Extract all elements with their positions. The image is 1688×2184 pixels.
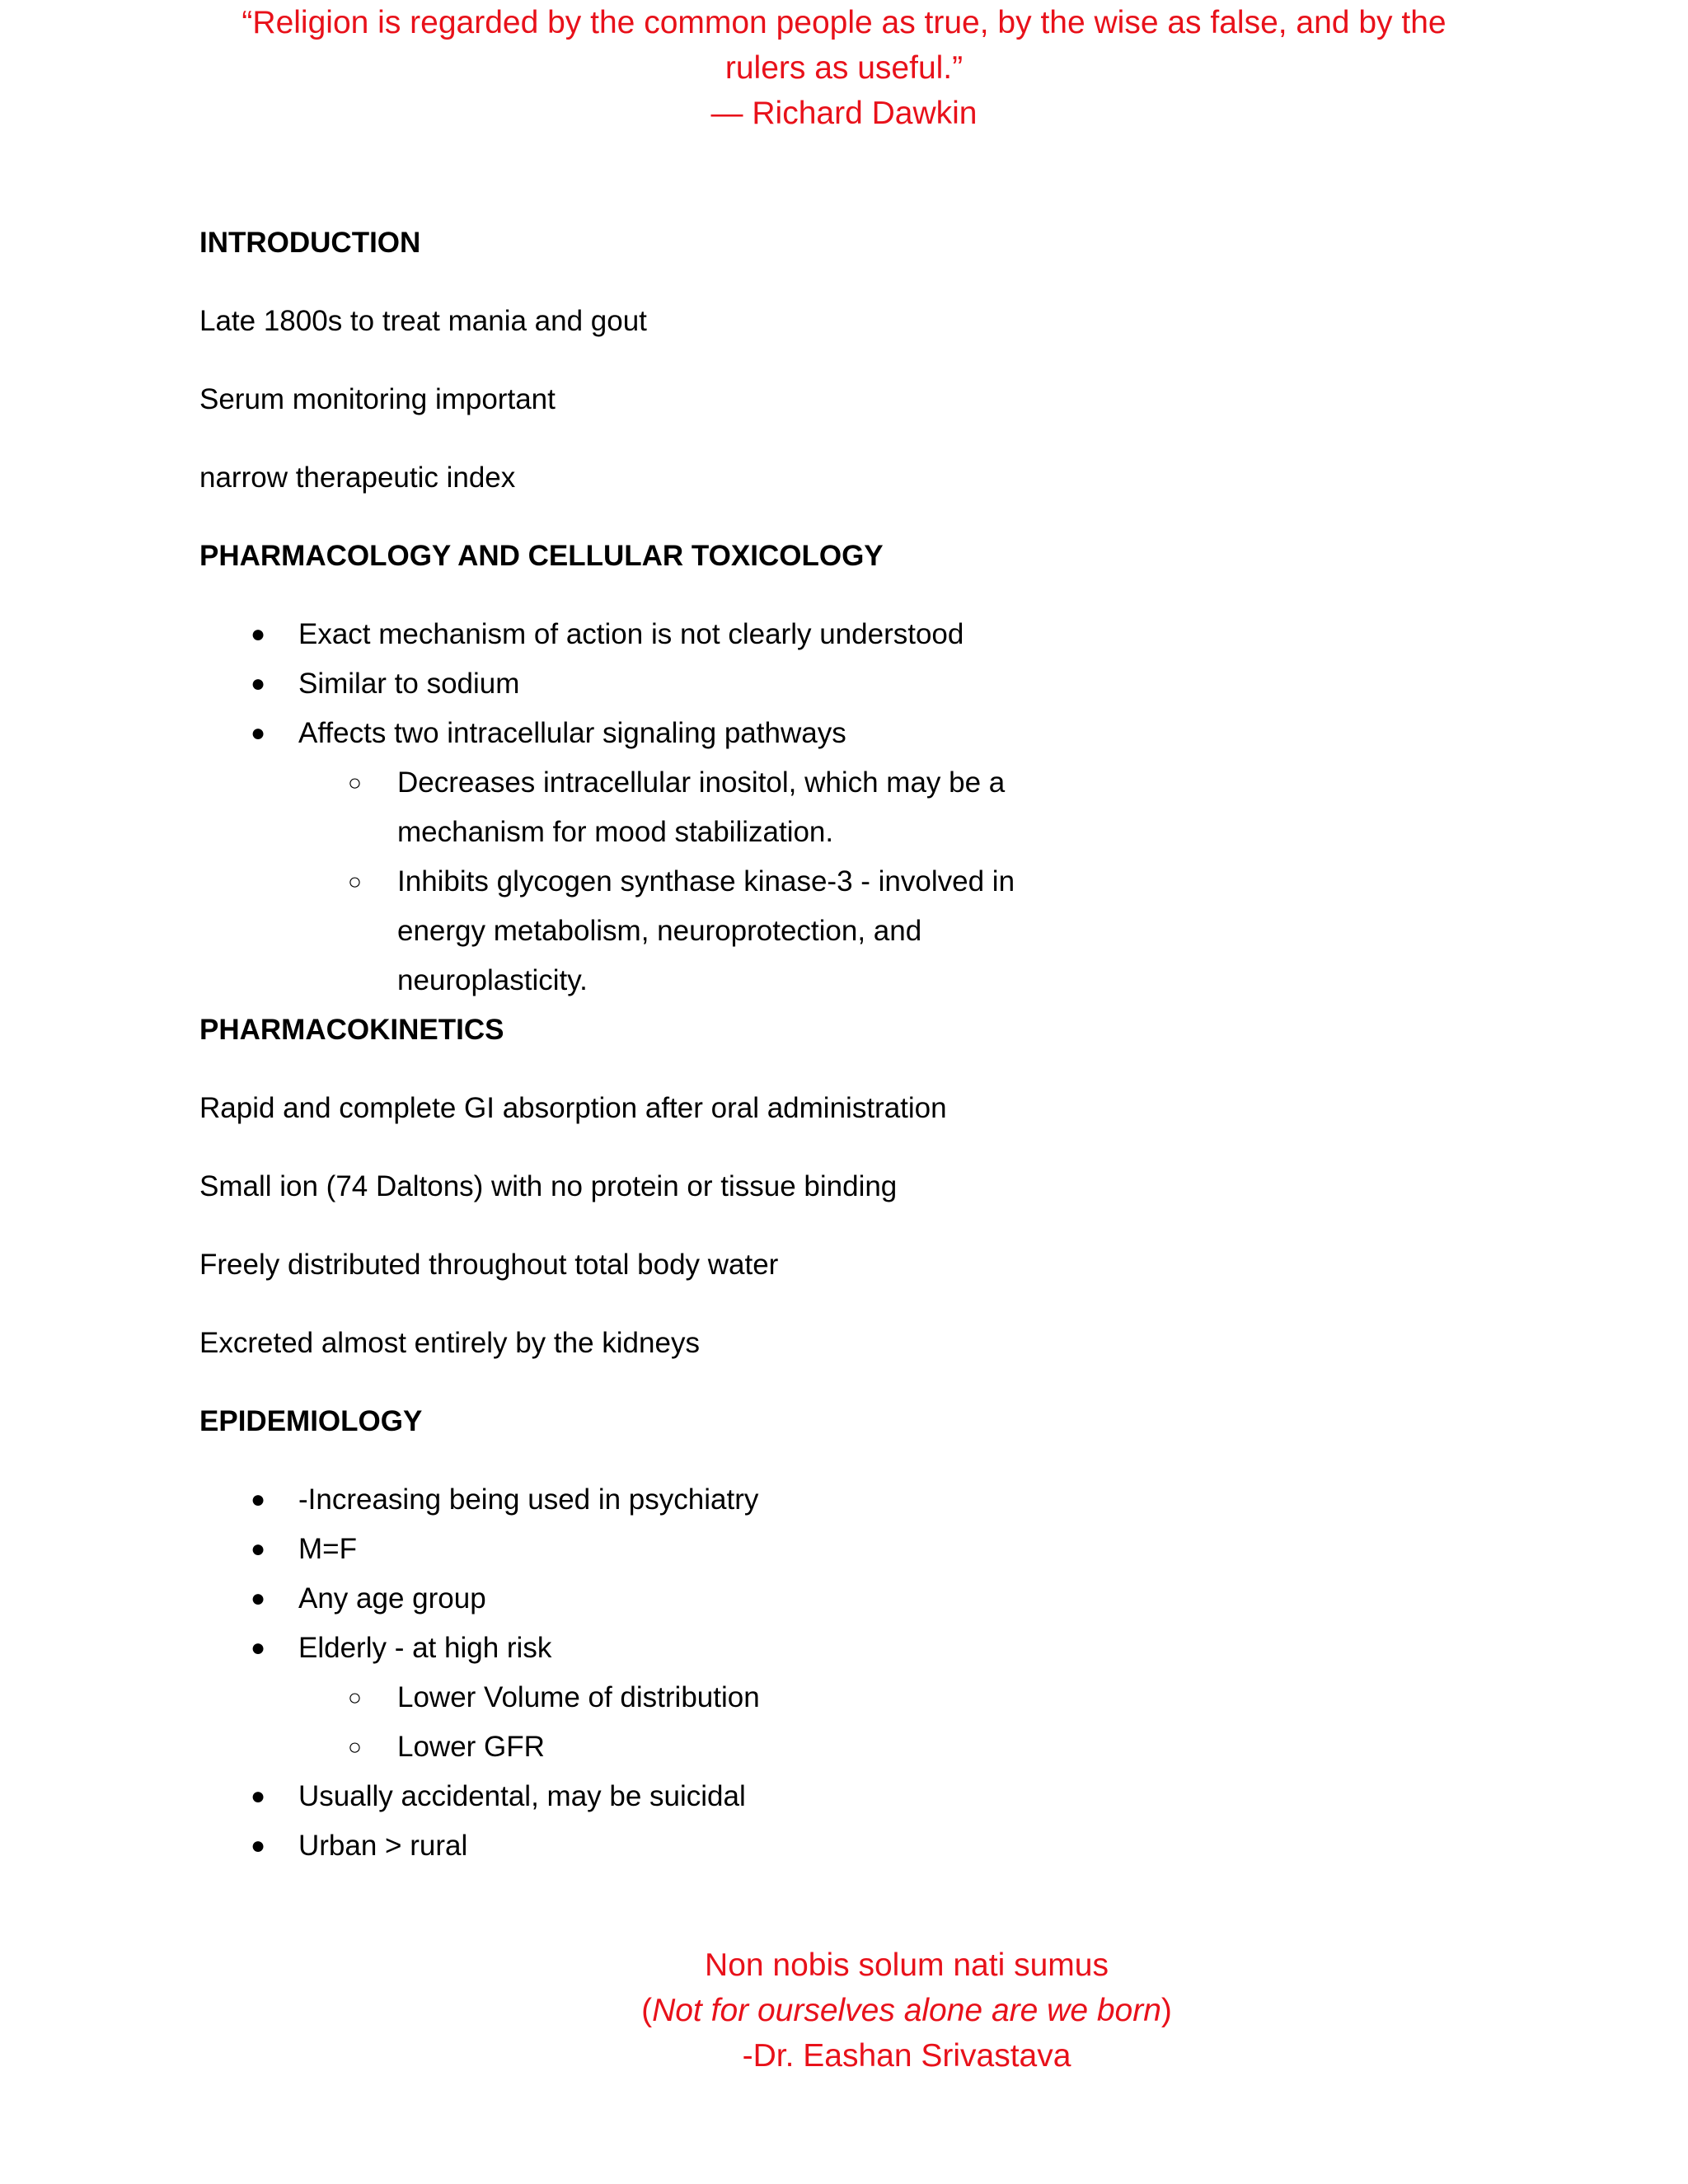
bullet-icon: ● <box>251 1832 266 1859</box>
footer-author: -Dr. Eashan Srivastava <box>742 2038 1071 2074</box>
header-quote-line1: “Religion is regarded by the common people as true, by the wise as false, and by the <box>241 5 1447 40</box>
document-body <box>199 218 1485 1871</box>
list-item-text: -Increasing being used in psychiatry <box>298 1483 759 1516</box>
list-item <box>199 659 1485 709</box>
sub-list-item-text: Lower Volume of distribution <box>397 1681 760 1713</box>
sub-list-item <box>199 1722 1485 1772</box>
introduction-paragraph: Late 1800s to treat mania and gout <box>199 305 647 337</box>
sub-bullet-icon: ○ <box>348 770 362 795</box>
sub-list-item-text: Lower GFR <box>397 1731 545 1763</box>
list-item-text: Elderly - at high risk <box>298 1632 552 1664</box>
epidemiology-heading: EPIDEMIOLOGY <box>199 1405 423 1437</box>
header-quote-line2: rulers as useful.” <box>724 50 964 86</box>
sub-bullet-icon: ○ <box>348 1685 362 1710</box>
introduction-paragraph: narrow therapeutic index <box>199 462 516 494</box>
list-item <box>199 709 1485 1005</box>
introduction-heading: INTRODUCTION <box>199 227 421 259</box>
list-item-text: Urban > rural <box>298 1830 468 1862</box>
sub-list-item-text: Inhibits glycogen synthase kinase-3 - involved in energy metabolism, neuroprotection, and neuroplasticity. <box>397 865 1015 996</box>
bullet-icon: ● <box>251 1783 266 1810</box>
bullet-icon: ● <box>251 719 266 747</box>
pharmacokinetics-heading: PHARMACOKINETICS <box>199 1014 504 1046</box>
epidemiology-bullet-list <box>199 1475 1485 1871</box>
sub-list-item <box>199 758 1485 857</box>
list-item <box>199 1624 1485 1772</box>
header-quote-attribution: — Richard Dawkin <box>710 96 978 131</box>
bullet-icon: ● <box>251 1585 266 1612</box>
list-item-text: Any age group <box>298 1582 486 1615</box>
bullet-icon: ● <box>251 1535 266 1563</box>
bullet-icon: ● <box>251 1634 266 1661</box>
list-item <box>199 1525 1485 1574</box>
list-item-text: M=F <box>298 1533 357 1565</box>
sub-list-item <box>199 857 1485 1005</box>
pharmacokinetics-paragraph: Small ion (74 Daltons) with no protein or tissue binding <box>199 1170 898 1202</box>
epidemiology-sub-list <box>298 1673 1485 1772</box>
introduction-paragraph: Serum monitoring important <box>199 383 556 415</box>
footer-latin-motto: Non nobis solum nati sumus <box>705 1947 1109 1983</box>
pharmacology-sub-list <box>298 758 1485 1005</box>
footer-quote <box>495 1943 1319 2079</box>
pharmacology-bullet-list <box>199 610 1485 1005</box>
list-item-text: Usually accidental, may be suicidal <box>298 1780 746 1812</box>
list-item <box>199 1574 1485 1624</box>
list-item-text: Exact mechanism of action is not clearly understood <box>298 618 964 650</box>
pharmacokinetics-paragraph: Freely distributed throughout total body water <box>199 1249 779 1281</box>
footer-open-paren: ( <box>641 1993 653 2028</box>
bullet-icon: ● <box>251 670 266 697</box>
list-item <box>199 1821 1485 1871</box>
pharmacokinetics-paragraph: Excreted almost entirely by the kidneys <box>199 1327 700 1359</box>
header-quote <box>206 0 1482 136</box>
list-item-text: Affects two intracellular signaling pathways <box>298 717 846 749</box>
sub-bullet-icon: ○ <box>348 1734 362 1760</box>
footer-close-paren: ) <box>1160 1993 1172 2028</box>
sub-list-item-text: Decreases intracellular inositol, which may be a mechanism for mood stabilization. <box>397 766 1006 848</box>
list-item <box>199 1475 1485 1525</box>
sub-list-item <box>199 1673 1485 1722</box>
pharmacokinetics-paragraph: Rapid and complete GI absorption after oral administration <box>199 1092 947 1124</box>
pharmacology-heading: PHARMACOLOGY AND CELLULAR TOXICOLOGY <box>199 540 884 572</box>
list-item <box>199 1772 1485 1821</box>
bullet-icon: ● <box>251 1486 266 1513</box>
bullet-icon: ● <box>251 621 266 648</box>
footer-translation-line <box>495 1988 1319 2033</box>
list-item <box>199 610 1485 659</box>
list-item-text: Similar to sodium <box>298 668 520 700</box>
sub-bullet-icon: ○ <box>348 869 362 894</box>
footer-translation: Not for ourselves alone are we born <box>652 1993 1161 2028</box>
